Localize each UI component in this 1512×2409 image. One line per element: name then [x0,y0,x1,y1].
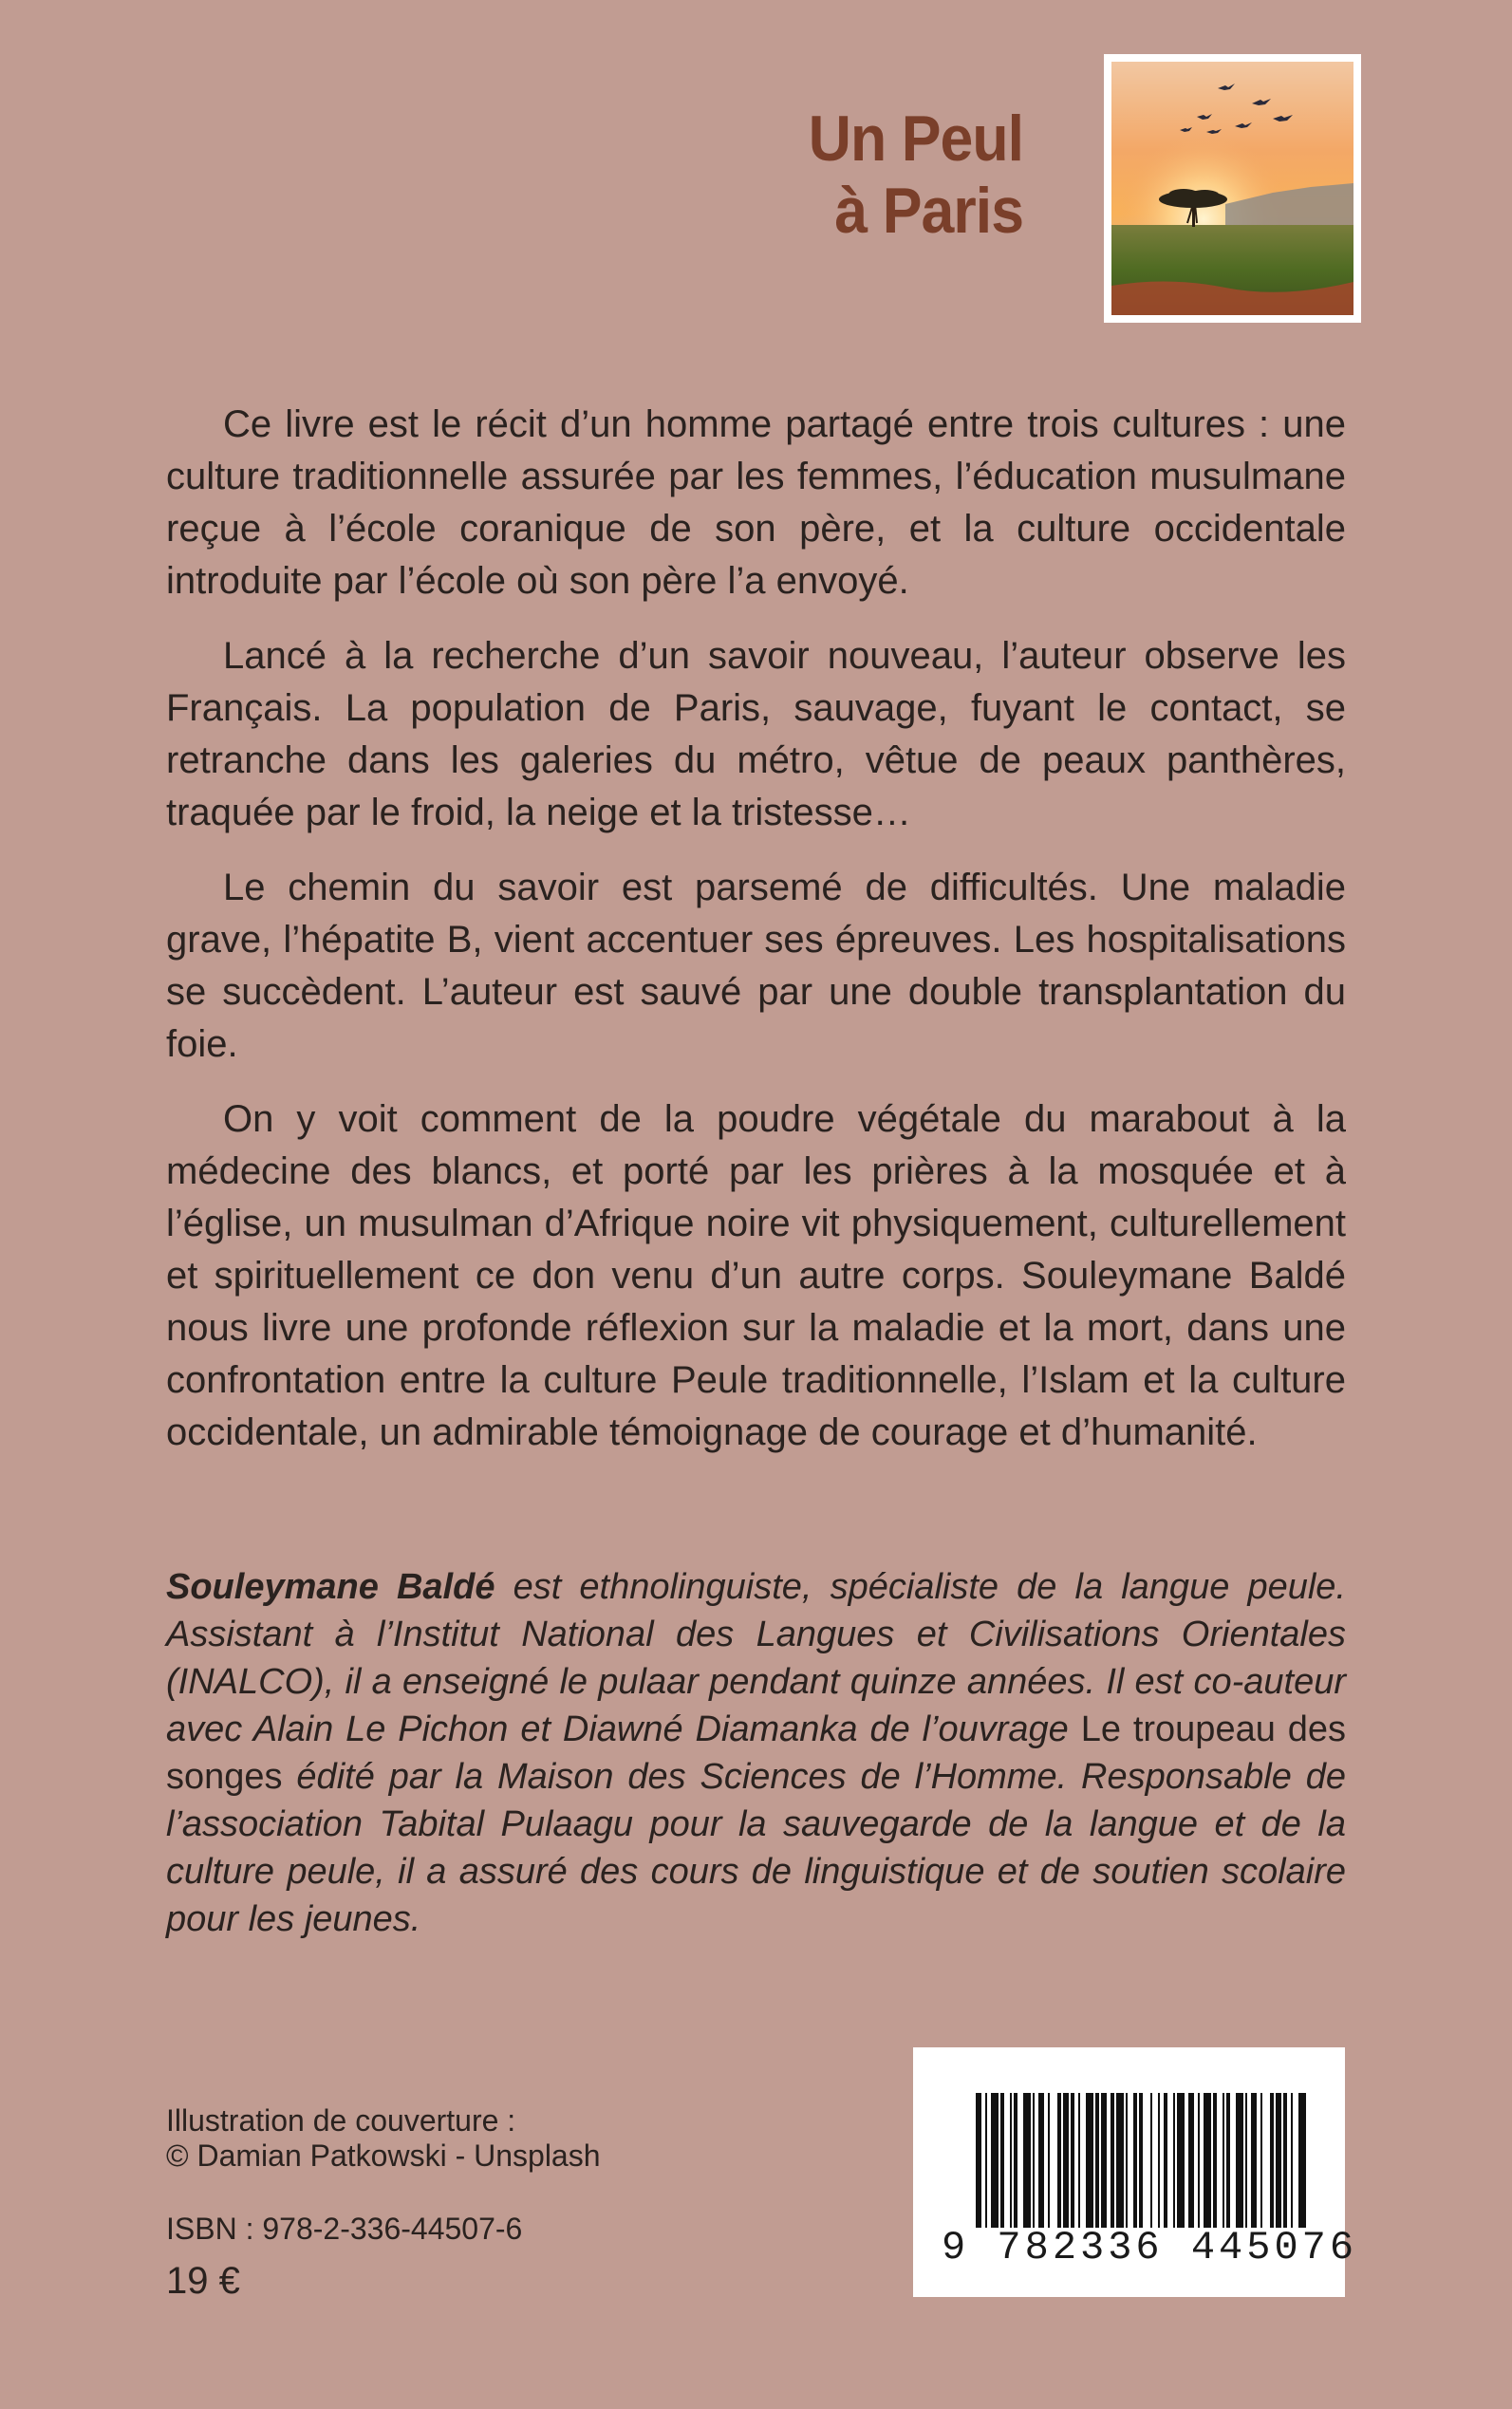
barcode-bar [1133,2093,1137,2228]
barcode-bar [1177,2093,1185,2228]
barcode-bar [1298,2093,1306,2228]
work-title: Le troupeau des songes [166,1709,1346,1797]
barcode-bar [1204,2093,1211,2228]
author-bio-text-end: édité par la Maison des Sciences de l’Homme. Responsable de l’association Tabital Pulaagu pour la sauvegarde de la langue et de la culture peule, il a assuré des cours de linguistique et de soutien scolaire pour les jeunes. [166,1757,1346,1939]
barcode-bar [1057,2093,1061,2228]
barcode [913,2047,1358,2297]
barcode-bar [1014,2093,1017,2228]
cover-credit-label: Illustration de couverture : [166,2103,516,2138]
barcode-bar [1223,2093,1224,2228]
barcode-bar [1071,2093,1074,2228]
barcode-bar [1010,2093,1012,2228]
barcode-bar [1101,2093,1107,2228]
barcode-bar [1260,2093,1262,2228]
barcode-bar [1023,2093,1031,2228]
barcode-digits: 9 782336 445076 [942,2225,1358,2270]
synopsis-paragraph: Le chemin du savoir est parsemé de difficultés. Une maladie grave, l’hépatite B, vient accentuer ses épreuves. Les hospitalisations se succèdent. L’auteur est sauvé par une double transplantation du foie. [166,867,1346,1065]
barcode-bar [1198,2093,1200,2228]
author-bio [166,1563,1346,1943]
barcode-bar [1188,2093,1194,2228]
barcode-bar [1078,2093,1080,2228]
barcode-bar [1063,2093,1069,2228]
barcode-bar [1276,2093,1281,2228]
price: 19 € [166,2260,240,2302]
barcode-bar [991,2093,999,2228]
synopsis-paragraph: Lancé à la recherche d’un savoir nouveau, l’auteur observe les Français. La population de Paris, sauvage, fuyant le contact, se retranche dans les galeries du métro, vêtue de peaux panthères, traquée par le froid, la neige et la tristesse… [166,635,1346,833]
author-bio-text: est ethnolinguiste, spécialiste de la langue peule. Assistant à l’Institut National des Langues et Civilisations Orientales (INALCO), il a enseigné le pulaar pendant quinze années. Il est co-auteur avec Alain Le Pichon et Diawné Diamanka de l’ouvrage [166,1567,1346,1749]
savanna-sunset-image [1111,62,1353,315]
barcode-bar [1226,2093,1230,2228]
barcode-bar [1173,2093,1175,2228]
cover-thumbnail-photo [1104,54,1361,323]
barcode-bar [985,2093,987,2228]
barcode-bar [1283,2093,1287,2228]
barcode-bar [1111,2093,1114,2228]
barcode-bar [976,2093,981,2228]
barcode-bar [1139,2093,1143,2228]
barcode-bar [1116,2093,1124,2228]
barcode-bar [1236,2093,1243,2228]
isbn: ISBN : 978-2-336-44507-6 [166,2212,523,2246]
barcode-bar [1086,2093,1093,2228]
barcode-bar [1048,2093,1050,2228]
barcode-bar [1095,2093,1099,2228]
cover-credit-photographer: © Damian Patkowski - Unsplash [166,2138,601,2173]
barcode-bar [1033,2093,1035,2228]
barcode-bar [1038,2093,1044,2228]
synopsis-paragraph: On y voit comment de la poudre végétale du marabout à la médecine des blancs, et porté par les prières à la mosquée et à l’église, un musulman d’Afrique noire vit physiquement, culturellement et spirituellement ce don venu d’un autre corps. Souleymane Baldé nous livre une profonde réflexion sur la maladie et la mort, dans une confrontation entre la culture Peule traditionnelle, l’Islam et la culture occidentale, un admirable témoignage de courage et d’humanité. [166,1098,1346,1453]
author-name: Souleymane Baldé [166,1567,495,1607]
barcode-bar [1291,2093,1293,2228]
barcode-bar [1245,2093,1247,2228]
barcode-bar [1270,2093,1274,2228]
barcode-bar [1150,2093,1152,2228]
book-title-line2: à Paris [834,175,1023,247]
synopsis-paragraph: Ce livre est le récit d’un homme partagé entre trois cultures : une culture traditionnelle assurée par les femmes, l’éducation musulmane reçue à l’école coranique de son père, et la culture occidentale introduite par l’école où son père l’a envoyé. [166,403,1346,602]
barcode-bar [1251,2093,1257,2228]
barcode-bar [1126,2093,1128,2228]
barcode-bar [1000,2093,1004,2228]
barcode-bar [1164,2093,1167,2228]
cover-credit [166,2103,601,2174]
barcode-bar [1213,2093,1217,2228]
book-title [809,103,1023,247]
synopsis [166,399,1346,1482]
book-title-line1: Un Peul [808,103,1023,175]
barcode-bar [1158,2093,1160,2228]
